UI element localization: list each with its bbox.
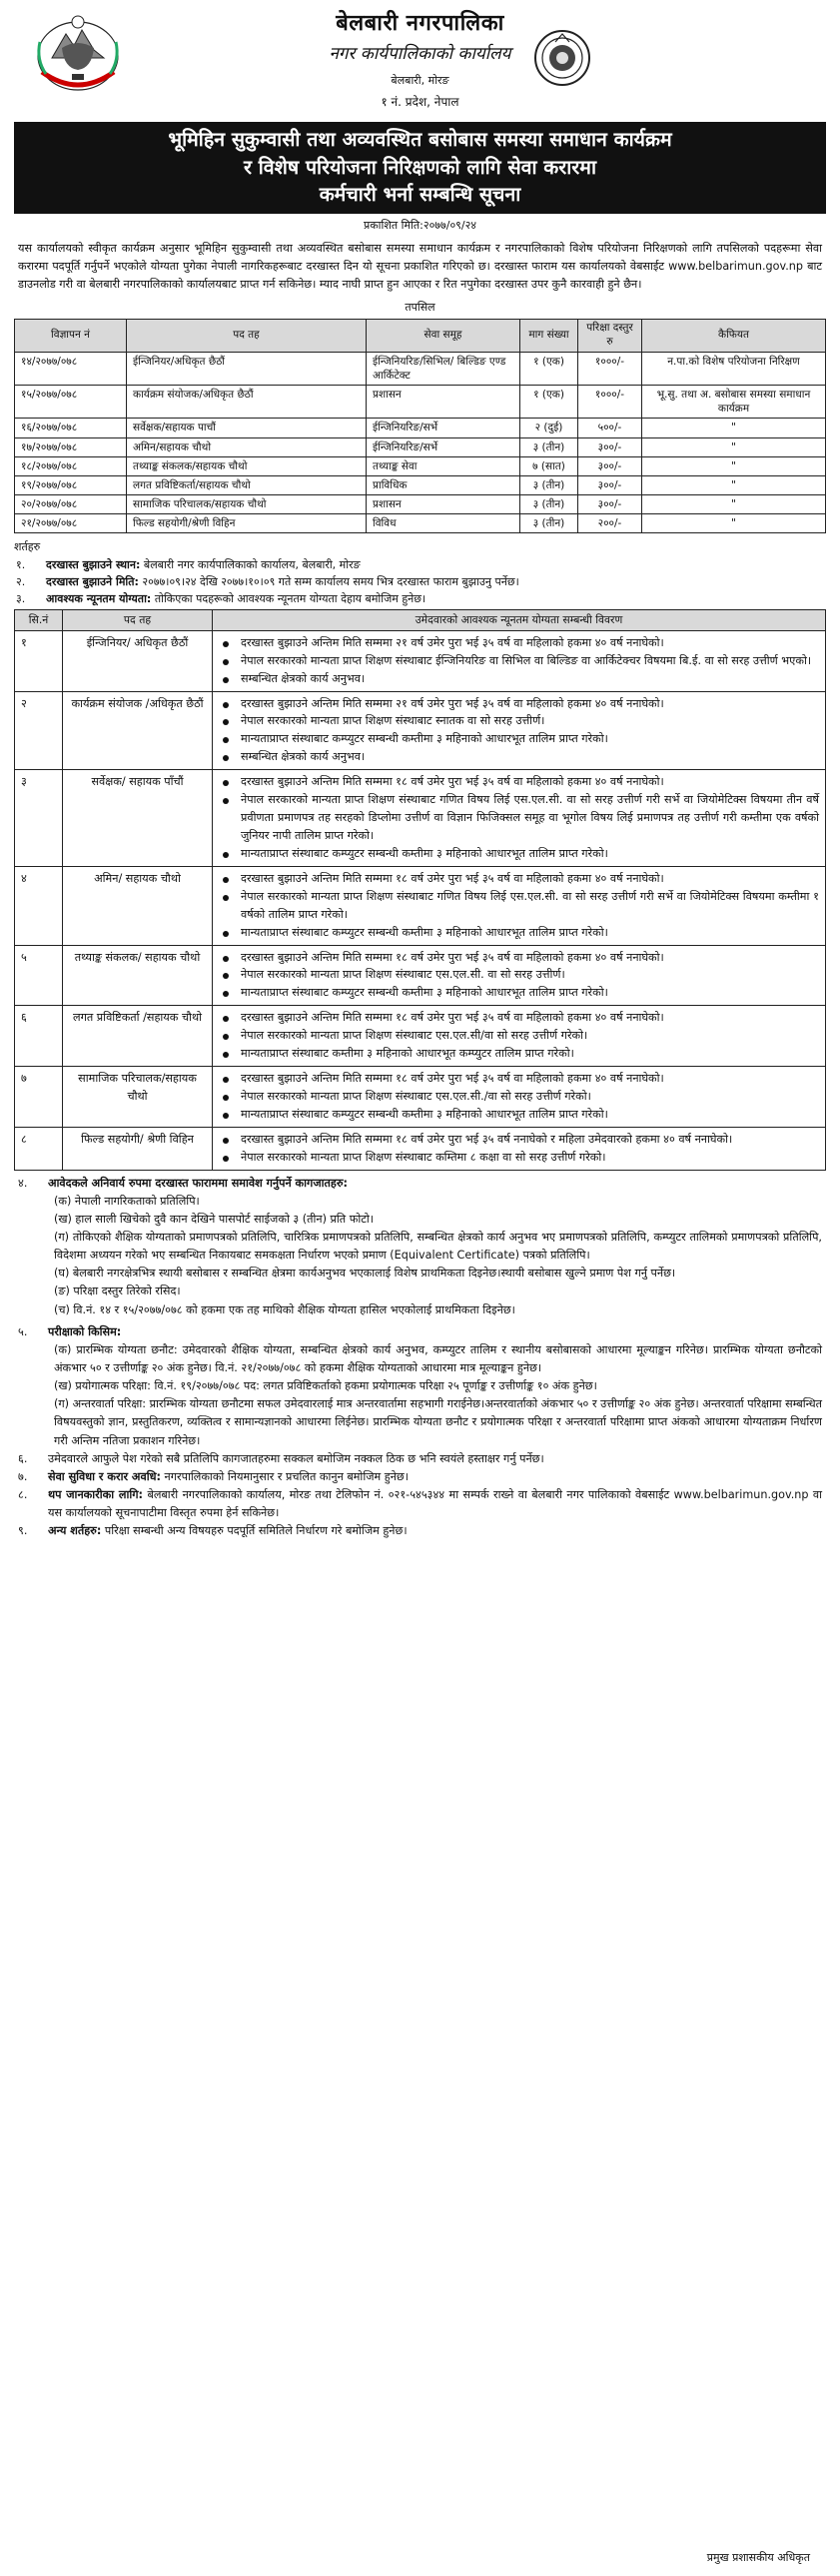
qualification-item: नेपाल सरकारको मान्यता प्राप्त शिक्षण संस्थाबाट गणित विषय लिई एस.एल.सी. वा सो सरह उत्तीर्ण गरी सर्भे वा जियोमेटिक्स विषयमा कम्तीमा १ वर्षको तालिम प्राप्त गरेको। — [219, 888, 819, 924]
vacancy-header-row — [15, 320, 826, 352]
office-name: नगर कार्यपालिकाको कार्यालय — [329, 43, 511, 64]
vacancy-row — [15, 475, 826, 494]
col-post: पद तह — [127, 320, 367, 352]
documents-heading — [18, 1175, 822, 1193]
vacancy-service: ईन्जिनियरिङ/सिभिल/ बिल्डिङ एण्ड आर्किटेक्ट — [367, 352, 520, 385]
intro-paragraph: यस कार्यालयको स्वीकृत कार्यक्रम अनुसार भूमिहिन सुकुम्वासी तथा अव्यवस्थित बसोबास समस्या समाधान कार्यक्रम र नगरपालिकाको विशेष परियोजना निरिक्षणको लागि तपसिलको पदहरूमा सेवा करारमा पदपूर्ति गर्नुपर्ने भएकोले योग्यता पुगेका नेपाली नागरिकहरूबाट दरखास्त दिन यो सूचना प्रकाशित गरिएको छ। दरखास्त फाराम यस कार्यालयको वेबसाईट www.belbarimun.gov.np बाट डाउनलोड गरी वा बेलबारी नगरपालिकाको कार्यालयबाट प्राप्त गर्न सकिनेछ। म्याद नाघी प्राप्त हुन आएका र रित नपुगेका दरखास्त उपर कुनै कारवाही हुने छैन। — [18, 242, 822, 292]
vacancy-count: १ (एक) — [520, 385, 578, 418]
exam-item: (ग) अन्तरवार्ता परिक्षा: प्रारम्भिक योग्यता छनौटमा सफल उमेदवारलाई मात्र अन्तरवार्तामा सहभागी गराईनेछ।अन्तरवार्ताको अंकभार ५० र उत्तीर्णाङ्क २० अंक हुनेछ। अन्तरवार्ता परिक्षामा सम्बन्धित विषयवस्तुको ज्ञान, प्रस्तुतिकरण, व्यक्तित्व र सामान्यज्ञानको आधारमा लिईनेछ। प्रारम्भिक योग्यता छनौट र प्रयोगात्मक परिक्षा र अन्तरवार्ता परिक्षामा प्राप्त अंकको आधारमा योग्यताक्रम निर्धारण गरी अन्तिम नतिजा प्रकाशन गरिनेछ। — [54, 1397, 822, 1447]
qualification-item: दरखास्त बुझाउने अन्तिम मिति सम्ममा २१ वर्ष उमेर पुरा भई ३५ वर्ष वा महिलाको हकमा ४० वर्ष ननाघेको। — [219, 634, 819, 652]
vacancy-count: १ (एक) — [520, 352, 578, 385]
qualification-item: दरखास्त बुझाउने अन्तिम मिति सम्ममा २१ वर्ष उमेर पुरा भई ३५ वर्ष वा महिलाको हकमा ४० वर्ष ननाघेको। — [219, 695, 819, 713]
vacancy-service: प्रशासन — [367, 385, 520, 418]
vacancy-post: कार्यक्रम संयोजक/अधिकृत छैठौं — [127, 385, 367, 418]
published-date: प्रकाशित मिति:२०७७/०९/२४ — [363, 219, 477, 233]
qualification-post: फिल्ड सहयोगी/ श्रेणी विहिन — [63, 1127, 213, 1170]
document-item: (क) नेपाली नागरिकताको प्रतिलिपि। — [54, 1194, 200, 1208]
vacancy-post: अमिन/सहायक चौथो — [127, 437, 367, 456]
qualification-post: कार्यक्रम संयोजक /अधिकृत छैठौं — [63, 691, 213, 770]
vacancy-fee: १०००/- — [578, 352, 642, 385]
qualification-details — [213, 866, 826, 945]
vacancy-fee: २००/- — [578, 514, 642, 533]
vacancy-post: सामाजिक परिचालक/सहायक चौथो — [127, 495, 367, 514]
qualification-row — [15, 630, 826, 691]
vacancy-fee: १०००/- — [578, 385, 642, 418]
qualification-details — [213, 1127, 826, 1170]
final-condition-text: नगरपालिकाको नियमानुसार र प्रचलित कानुन बमोजिम हुनेछ। — [160, 1469, 409, 1483]
title-line-3: कर्मचारी भर्ना सम्बन्धि सूचना — [319, 183, 521, 207]
qualification-item: नेपाल सरकारको मान्यता प्राप्त शिक्षण संस्थाबाट एस.एल.सी/वा सो सरह उत्तीर्ण गरेको। — [219, 1027, 819, 1045]
final-condition-label: थप जानकारीका लागि: — [48, 1488, 144, 1502]
condition-1 — [14, 557, 826, 573]
qualification-sn: ५ — [15, 945, 63, 1006]
qualification-row — [15, 945, 826, 1006]
col-fee: परिक्षा दस्तुर रु — [578, 320, 642, 352]
vacancy-fee: ३००/- — [578, 456, 642, 475]
qualification-row — [15, 691, 826, 770]
final-condition-text: उमेदवारले आफुले पेश गरेको सबै प्रतिलिपि कागजातहरुमा सक्कल बमोजिम नक्कल ठिक छ भनि स्वयंले हस्ताक्षर गर्नु पर्नेछ। — [48, 1451, 544, 1465]
qualification-item: मान्यताप्राप्त संस्थाबाट कम्प्युटर सम्बन्धी कम्तीमा ३ महिनाको आधारभूत तालिम प्राप्त गरेको। — [219, 984, 819, 1002]
vacancy-remark: " — [642, 495, 826, 514]
qualification-sn: ३ — [15, 770, 63, 867]
vacancy-count: ३ (तीन) — [520, 475, 578, 494]
documents-section — [14, 1175, 826, 1319]
final-condition — [18, 1522, 822, 1540]
vacancy-service: तथ्याङ्क सेवा — [367, 456, 520, 475]
qualification-item: दरखास्त बुझाउने अन्तिम मिति सम्ममा १८ वर्ष उमेर पुरा भई ३५ वर्ष वा महिलाको हकमा ४० वर्ष ननाघेको। — [219, 949, 819, 967]
qualification-sn: ४ — [15, 866, 63, 945]
exam-section — [14, 1323, 826, 1450]
vacancy-ad-no: १७/२०७७/०७८ — [15, 437, 127, 456]
qualification-row — [15, 1006, 826, 1067]
qualification-row — [15, 866, 826, 945]
qualification-item: सम्बन्धित क्षेत्रको कार्य अनुभव। — [219, 670, 819, 688]
col-service: सेवा समूह — [367, 320, 520, 352]
vacancy-row — [15, 385, 826, 418]
exam-heading — [18, 1323, 822, 1341]
section-number: ४. — [18, 1176, 28, 1190]
vacancy-ad-no: १४/२०७७/०७८ — [15, 352, 127, 385]
qualification-item: मान्यताप्राप्त संस्थाबाट कम्प्युटर सम्बन्धी कम्तीमा ३ महिनाको आधारभूत तालिम प्राप्त गरेको। — [219, 1106, 819, 1124]
qualification-item: मान्यताप्राप्त संस्थाबाट कम्तीमा ३ महिनाको आधारभूत कम्प्युटर तालिम प्राप्त गरेको। — [219, 1045, 819, 1063]
condition-number: ३. — [16, 592, 26, 606]
final-condition-number: ८. — [18, 1488, 28, 1502]
qualification-post: सामाजिक परिचालक/सहायक चौथो — [63, 1067, 213, 1128]
nepal-emblem-icon — [32, 12, 124, 94]
vacancy-row — [15, 419, 826, 437]
vacancy-ad-no: १६/२०७७/०७८ — [15, 419, 127, 437]
qualification-item: नेपाल सरकारको मान्यता प्राप्त शिक्षण संस्थाबाट एस.एल.सी./वा सो सरह उत्तीर्ण गरेको। — [219, 1088, 819, 1106]
vacancy-remark: " — [642, 419, 826, 437]
qualification-post: सर्वेक्षक/ सहायक पाँचौं — [63, 770, 213, 867]
vacancy-fee: ३००/- — [578, 437, 642, 456]
final-condition-number: ७. — [18, 1469, 28, 1483]
municipality-name: बेलबारी नगरपालिका — [336, 11, 504, 36]
condition-label: दरखास्त बुझाउने स्थान: — [46, 558, 141, 572]
section-heading: आवेदकले अनिवार्य रुपमा दरखास्त फाराममा समावेश गर्नुपर्ने कागजातहरु: — [48, 1176, 349, 1190]
condition-number: १. — [16, 558, 26, 572]
final-condition-text: परिक्षा सम्बन्धी अन्य विषयहरु पदपूर्ति समितिले निर्धारण गरे बमोजिम हुनेछ। — [101, 1524, 408, 1538]
qualification-sn: २ — [15, 691, 63, 770]
qualification-item: नेपाल सरकारको मान्यता प्राप्त शिक्षण संस्थाबाट एस.एल.सी. वा सो सरह उत्तीर्ण। — [219, 966, 819, 984]
vacancy-count: ७ (सात) — [520, 456, 578, 475]
qualification-item: दरखास्त बुझाउने अन्तिम मिति सम्ममा १८ वर्ष उमेर पुरा भई ३५ वर्ष वा महिलाको हकमा ४० वर्ष ननाघेको। — [219, 1009, 819, 1027]
condition-number: २. — [16, 575, 26, 589]
qualification-item: नेपाल सरकारको मान्यता प्राप्त शिक्षण संस्थाबाट ईन्जिनियरिङ वा सिभिल वा बिल्डिङ वा आर्किटेक्चर विषयमा बि.ई. वा सो सरह उत्तीर्ण भएको। — [219, 652, 819, 670]
qualification-item: नेपाल सरकारको मान्यता प्राप्त शिक्षण संस्थाबाट कम्तिमा ८ कक्षा वा सो सरह उत्तीर्ण गरेको। — [219, 1149, 819, 1167]
vacancy-count: ३ (तीन) — [520, 495, 578, 514]
col-count: माग संख्या — [520, 320, 578, 352]
condition-label: दरखास्त बुझाउने मिति: — [46, 575, 139, 589]
qualification-row — [15, 1127, 826, 1170]
section-number: ५. — [18, 1324, 28, 1338]
vacancy-row — [15, 456, 826, 475]
vacancy-ad-no: १९/२०७७/०७८ — [15, 475, 127, 494]
vacancy-fee: ५००/- — [578, 419, 642, 437]
col-ad-no: विज्ञापन नं — [15, 320, 127, 352]
document-item: (घ) बेलबारी नगरक्षेत्रभित्र स्थायी बसोबास र सम्बन्धित क्षेत्रमा कार्यअनुभव भएकालाई विशेष प्राथमिकता दिइनेछ।स्थायी बसोबास खुल्ने प्रमाण पेश गर्नु पर्नेछ। — [54, 1267, 676, 1281]
vacancy-fee: ३००/- — [578, 475, 642, 494]
qualification-post: तथ्याङ्क संकलक/ सहायक चौथो — [63, 945, 213, 1006]
qualification-post: ईन्जिनियर/ अधिकृत छैठौं — [63, 630, 213, 691]
qualification-header-row — [15, 610, 826, 631]
vacancy-service: प्रशासन — [367, 495, 520, 514]
vacancy-ad-no: १८/२०७७/०७८ — [15, 456, 127, 475]
vacancy-service: ईन्जिनियरिङ/सर्भे — [367, 437, 520, 456]
qualification-details — [213, 630, 826, 691]
qualification-sn: ८ — [15, 1127, 63, 1170]
vacancy-remark: " — [642, 437, 826, 456]
conditions-title: शर्तहरु — [14, 540, 41, 554]
exam-item: (ख) प्रयोगात्मक परिक्षा: वि.नं. १९/२०७७/०७८ पद: लगत प्रविष्टिकर्ताको हकमा प्रयोगात्मक परिक्षा २५ पूर्णाङ्क र उत्तीर्णाङ्क १० अंक हुनेछ। — [54, 1379, 597, 1393]
qualification-details — [213, 1067, 826, 1128]
title-line-1: भूमिहिन सुकुम्वासी तथा अव्यवस्थित बसोबास समस्या समाधान कार्यक्रम — [168, 128, 672, 151]
condition-2 — [14, 574, 826, 590]
vacancy-fee: ३००/- — [578, 495, 642, 514]
document-item: (ग) तोकिएको शैक्षिक योग्यताको प्रमाणपत्रको प्रतिलिपि, चारित्रिक प्रमाणपत्रको प्रतिलिपि, सम्बन्धित क्षेत्रको कार्य अनुभव भए प्रमाणपत्रको प्रतिलिपि, कम्प्युटर तालिमको प्रमाणपत्रको प्रतिलिपि, विदेशमा अध्ययन गरेको भए सम्बन्धित निकायबाट समकक्षता निर्धारण भएको प्रमाण (Equivalent Certificate) पत्रको प्रतिलिपि। — [54, 1231, 822, 1263]
signature-title: प्रमुख प्रशासकीय अधिकृत — [706, 2551, 810, 2564]
final-condition-number: ६. — [18, 1451, 28, 1465]
vacancy-row — [15, 514, 826, 533]
vacancy-count: २ (दुई) — [520, 419, 578, 437]
qualification-item: सम्बन्धित क्षेत्रको कार्य अनुभव। — [219, 748, 819, 766]
qualification-row — [15, 1067, 826, 1128]
qualification-details — [213, 1006, 826, 1067]
qualification-item: मान्यताप्राप्त संस्थाबाट कम्प्युटर सम्बन्धी कम्तीमा ३ महिनाको आधारभूत तालिम प्राप्त गरेको। — [219, 924, 819, 942]
vacancy-count: ३ (तीन) — [520, 514, 578, 533]
qualification-item: दरखास्त बुझाउने अन्तिम मिति सम्ममा १८ वर्ष उमेर पुरा भई ३५ वर्ष वा महिलाको हकमा ४० वर्ष ननाघेको। — [219, 1070, 819, 1088]
document-item: (ख) हाल साली खिचेको दुवै कान देखिने पासपोर्ट साईजको ३ (तीन) प्रति फोटो। — [54, 1212, 375, 1226]
final-condition-label: सेवा सुविधा र करार अवधि: — [48, 1469, 161, 1483]
qualification-post: लगत प्रविष्टिकर्ता /सहायक चौथो — [63, 1006, 213, 1067]
vacancy-ad-no: १५/२०७७/०७८ — [15, 385, 127, 418]
qualification-item: नेपाल सरकारको मान्यता प्राप्त शिक्षण संस्थाबाट गणित विषय लिई एस.एल.सी. वा सो सरह उत्तीर्ण गरी सर्भे वा जियोमेटिक्स विषयमा तीन वर्षे प्रवीणता प्रमाणपत्र तह सरहको डिप्लोमा उत्तीर्ण वा विज्ञान फिजिक्सल समूह वा भूगोल विषय लिई प्रमाणपत्र तह उत्तीर्ण गरी कम्तीमा एक वर्षको जुनियर नापी तालिम प्राप्त गरेको। — [219, 791, 819, 845]
title-line-2: र विशेष परियोजना निरिक्षणको लागि सेवा करारमा — [243, 155, 596, 179]
qualification-details — [213, 691, 826, 770]
vacancy-row — [15, 495, 826, 514]
final-condition — [18, 1468, 822, 1486]
municipality-seal-icon — [533, 28, 591, 88]
condition-text: तोकिएका पदहरूको आवश्यक न्यूनतम योग्यता देहाय बमोजिम हुनेछ। — [151, 592, 426, 606]
vacancy-post: लगत प्रविष्टिकर्ता/सहायक चौथो — [127, 475, 367, 494]
qualification-item: दरखास्त बुझाउने अन्तिम मिति सम्ममा १८ वर्ष उमेर पुरा भई ३५ वर्ष वा महिलाको हकमा ४० वर्ष ननाघेको। — [219, 773, 819, 791]
qualification-post: अमिन/ सहायक चौथो — [63, 866, 213, 945]
office-address: बेलबारी, मोरङ — [391, 73, 449, 87]
document-item: (ङ) परिक्षा दस्तुर तिरेको रसिद। — [54, 1285, 181, 1298]
qualification-item: मान्यताप्राप्त संस्थाबाट कम्प्युटर सम्बन्धी कम्तीमा ३ महिनाको आधारभूत तालिम प्राप्त गरेको। — [219, 845, 819, 863]
vacancy-post: ईन्जिनियर/अधिकृत छैठौं — [127, 352, 367, 385]
qualification-table — [14, 609, 826, 1171]
vacancy-service: प्राविधिक — [367, 475, 520, 494]
province: १ नं. प्रदेश, नेपाल — [381, 95, 459, 110]
vacancy-post: तथ्याङ्क संकलक/सहायक चौथो — [127, 456, 367, 475]
vacancy-row — [15, 437, 826, 456]
vacancy-count: ३ (तीन) — [520, 437, 578, 456]
condition-text: २०७७।०९।२४ देखि २०७७।१०।०९ गते सम्म कार्यालय समय भित्र दरखास्त फाराम बुझाउनु पर्नेछ। — [138, 575, 519, 589]
vacancy-remark: " — [642, 475, 826, 494]
vacancy-post: फिल्ड सहयोगी/श्रेणी विहिन — [127, 514, 367, 533]
qualification-details — [213, 770, 826, 867]
qualification-sn: ७ — [15, 1067, 63, 1128]
qualification-sn: ६ — [15, 1006, 63, 1067]
col-qualification: उमेदवारको आवश्यक न्यूनतम योग्यता सम्बन्धी विवरण — [213, 610, 826, 631]
vacancy-post: सर्वेक्षक/सहायक पाचौं — [127, 419, 367, 437]
final-condition-number: ९. — [18, 1524, 28, 1538]
final-condition-label: अन्य शर्तहरु: — [48, 1524, 102, 1538]
qualification-item: दरखास्त बुझाउने अन्तिम मिति सम्ममा १८ वर्ष उमेर पुरा भई ३५ वर्ष वा महिलाको हकमा ४० वर्ष ननाघेको। — [219, 870, 819, 888]
vacancy-service: ईन्जिनियरिङ/सर्भे — [367, 419, 520, 437]
vacancy-ad-no: २१/२०७७/०७८ — [15, 514, 127, 533]
final-condition — [18, 1486, 822, 1522]
final-conditions — [14, 1450, 826, 1541]
vacancy-ad-no: २०/२०७७/०७८ — [15, 495, 127, 514]
col-post-level: पद तह — [63, 610, 213, 631]
notice-title — [14, 122, 826, 214]
qualification-row — [15, 770, 826, 867]
vacancy-remark: " — [642, 456, 826, 475]
vacancy-row — [15, 352, 826, 385]
qualification-details — [213, 945, 826, 1006]
exam-item: (क) प्रारम्भिक योग्यता छनौट: उमेदवारको शैक्षिक योग्यता, सम्बन्धित क्षेत्रको कार्य अनुभव, कम्प्युटर तालिम र स्थानीय बसोबासको आधारमा मूल्याङ्कन गरिनेछ। प्रारम्भिक योग्यता छनौटको अंकभार ५० र उत्तीर्णाङ्क २० अंक हुनेछ। वि.नं. २१/२०७७/०७८ को हकमा शैक्षिक योग्यताको आधारमा मात्र मूल्याङ्कन हुनेछ। — [54, 1342, 822, 1375]
qualification-item: दरखास्त बुझाउने अन्तिम मिति सम्ममा १८ वर्ष उमेर पुरा भई ३५ वर्ष ननाघेको र महिला उमेदवारको हकमा ४० वर्ष ननाघेको। — [219, 1131, 819, 1149]
col-remark: कैफियत — [642, 320, 826, 352]
vacancy-remark: न.पा.को विशेष परियोजना निरिक्षण — [642, 352, 826, 385]
qualification-sn: १ — [15, 630, 63, 691]
tapsil-heading: तपसिल — [405, 301, 435, 315]
vacancy-table — [14, 319, 826, 533]
vacancy-remark: भू.सु. तथा अ. बसोबास समस्या समाधान कार्यक्रम — [642, 385, 826, 418]
condition-label: आवश्यक न्यूनतम योग्यता: — [46, 592, 152, 606]
final-condition — [18, 1450, 822, 1468]
letterhead — [14, 6, 826, 118]
qualification-item: नेपाल सरकारको मान्यता प्राप्त शिक्षण संस्थाबाट स्नातक वा सो सरह उत्तीर्ण। — [219, 712, 819, 730]
section-heading: परीक्षाको किसिम: — [48, 1324, 122, 1338]
vacancy-remark: " — [642, 514, 826, 533]
condition-text: बेलबारी नगर कार्यपालिकाको कार्यालय, बेलबारी, मोरङ — [140, 558, 361, 572]
col-sn: सि.नं — [15, 610, 63, 631]
vacancy-service: विविध — [367, 514, 520, 533]
condition-3 — [14, 591, 826, 607]
qualification-item: मान्यताप्राप्त संस्थाबाट कम्प्युटर सम्बन्धी कम्तीमा ३ महिनाको आधारभूत तालिम प्राप्त गरेको। — [219, 730, 819, 748]
document-item: (च) वि.नं. १४ र १५/२०७७/०७८ को हकमा एक तह माथिको शैक्षिक योग्यता हासिल भएकोलाई प्राथमिकता दिइनेछ। — [54, 1302, 515, 1316]
final-condition-text: बेलबारी नगरपालिकाको कार्यालय, मोरङ तथा टेलिफोन नं. ०२१-५४५३४४ मा सम्पर्क राख्ने वा बेलबारी नगर पालिकाको वेबसाईट www.belbarimun.gov.np वा यस कार्यालयको सूचनापाटीमा विस्तृत रुपमा हेर्न सकिनेछ। — [48, 1488, 822, 1520]
